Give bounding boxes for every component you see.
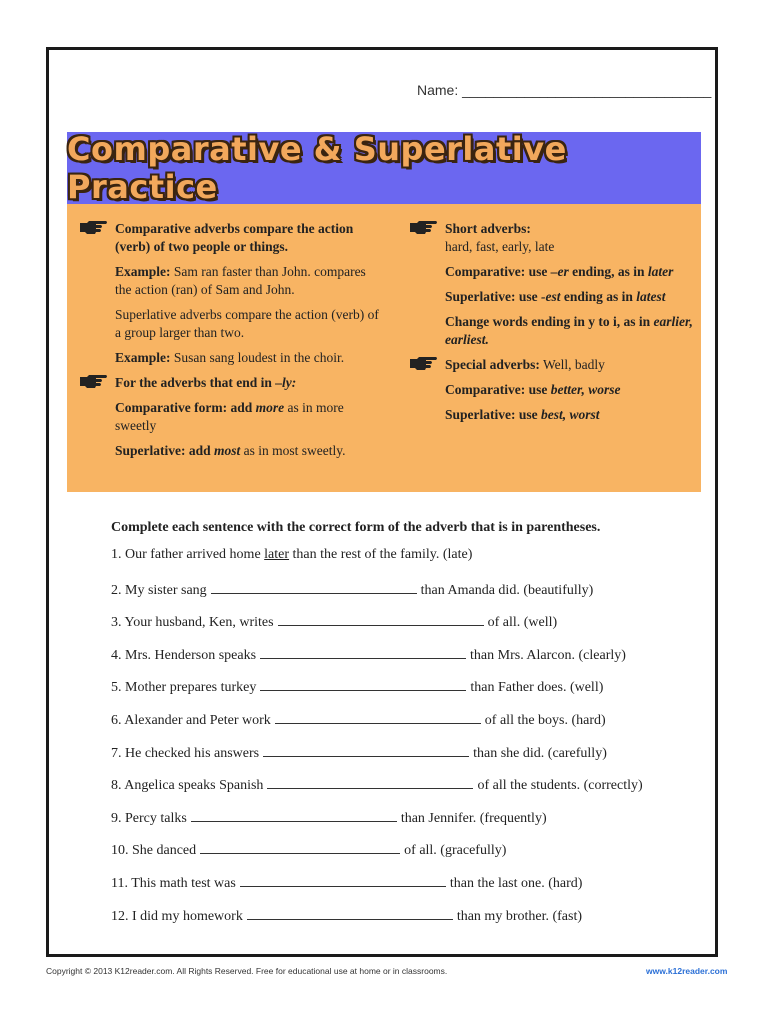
item-prompt: Your husband, Ken, writes [124,615,274,631]
rules-panel [67,132,701,492]
item-example-answer: later [264,547,290,562]
name-blank[interactable]: ________________________________ [462,82,712,98]
rule-special-comparative: Comparative: use better, worse [445,382,621,397]
item-number: 3. [111,615,125,631]
rule-ly-adverbs: For the adverbs that end in –ly: [115,374,385,392]
pointing-hand-icon [79,372,109,390]
pointing-hand-icon [409,354,439,372]
rule-special-adverbs: Special adverbs: Well, badly [445,356,695,374]
answer-blank[interactable] [191,807,397,822]
rule-superlative-def: Superlative adverbs compare the action (verb) of a group larger than two. [115,307,379,340]
item-hint: than she did. (carefully) [473,745,607,761]
item-prompt: Mother prepares turkey [125,680,257,696]
item-number: 12. [111,908,132,924]
answer-blank[interactable] [267,774,473,789]
item-prompt: Angelica speaks Spanish [124,778,264,794]
item-hint: of all. (gracefully) [404,843,507,859]
item-number: 11. [111,875,132,891]
item-prompt: She danced [132,843,197,859]
item-number: 2. [111,582,125,598]
exercise-list [111,546,643,937]
rule-short-adverbs: Short adverbs: hard, fast, early, late [445,220,695,256]
worksheet-title: Comparative & Superlative Practice [67,130,567,206]
title-banner [67,132,701,204]
item-number: 6. [111,712,125,728]
item-number: 5. [111,680,125,696]
exercise-item [111,774,643,807]
item-prompt: My sister sang [125,582,207,598]
answer-blank[interactable] [240,872,446,887]
item-number: 1. [111,547,125,562]
exercise-item [111,546,643,579]
answer-blank[interactable] [260,676,466,691]
item-hint: than Amanda did. (beautifully) [420,582,594,598]
answer-blank[interactable] [278,611,484,626]
answer-blank[interactable] [211,579,417,594]
item-prompt: This math test was [131,875,236,891]
exercise-item [111,872,643,905]
rule-er-ending: Comparative: use –er ending, as in later [445,264,674,279]
answer-blank[interactable] [260,644,466,659]
item-hint: of all the students. (correctly) [477,778,643,794]
name-label: Name: [417,82,459,98]
exercise-item [111,905,643,938]
rules-right-column [445,220,695,431]
item-hint: than Jennifer. (frequently) [400,810,547,826]
rule-special-superlative: Superlative: use best, worst [445,407,600,422]
rule-comparative-form: Comparative form: add more as in more sweetly [115,400,344,433]
exercise-item [111,742,643,775]
item-prompt: Percy talks [125,810,187,826]
exercise-item [111,807,643,840]
item-prompt: He checked his answers [125,745,260,761]
item-hint: of all the boys. (hard) [484,712,606,728]
exercise-item [111,644,643,677]
pointing-hand-icon [79,218,109,236]
item-prompt: Mrs. Henderson speaks [125,647,257,663]
item-hint: than Mrs. Alarcon. (clearly) [470,647,626,663]
item-hint: than my brother. (fast) [456,908,583,924]
item-number: 7. [111,745,125,761]
copyright-text: Copyright © 2013 K12reader.com. All Rights Reserved. Free for educational use at home or in classrooms. [46,966,448,976]
item-hint: than the rest of the family. (late) [292,547,473,562]
exercise-item [111,676,643,709]
exercise-item [111,611,643,644]
rule-y-to-i: Change words ending in y to i, as in earlier, earliest. [445,314,693,347]
item-number: 4. [111,647,125,663]
answer-blank[interactable] [263,742,469,757]
pointing-hand-icon [409,218,439,236]
item-hint: than the last one. (hard) [449,875,583,891]
item-number: 10. [111,843,132,859]
rule-example-2: Example: Susan sang loudest in the choir. [115,350,345,365]
item-hint: than Father does. (well) [470,680,604,696]
item-number: 9. [111,810,125,826]
rule-superlative-form: Superlative: add most as in most sweetly. [115,443,346,458]
item-hint: of all. (well) [487,615,558,631]
answer-blank[interactable] [200,839,400,854]
site-link[interactable]: www.k12reader.com [646,966,728,976]
rule-example-1: Example: Sam ran faster than John. compares the action (ran) of Sam and John. [115,264,366,297]
answer-blank[interactable] [275,709,481,724]
item-prompt: Our father arrived home [125,547,261,562]
rule-est-ending: Superlative: use -est ending as in latest [445,289,666,304]
rule-comparative-def: Comparative adverbs compare the action (verb) of two people or things. [115,220,385,256]
item-prompt: Alexander and Peter work [124,712,271,728]
exercise-item [111,839,643,872]
exercise-item [111,709,643,742]
instructions: Complete each sentence with the correct form of the adverb that is in parentheses. [111,520,601,535]
item-number: 8. [111,778,125,794]
rules-left-column [115,220,385,467]
item-prompt: I did my homework [132,908,243,924]
answer-blank[interactable] [247,905,453,920]
name-field[interactable] [417,82,711,98]
exercise-item [111,579,643,612]
worksheet-frame [46,47,718,957]
